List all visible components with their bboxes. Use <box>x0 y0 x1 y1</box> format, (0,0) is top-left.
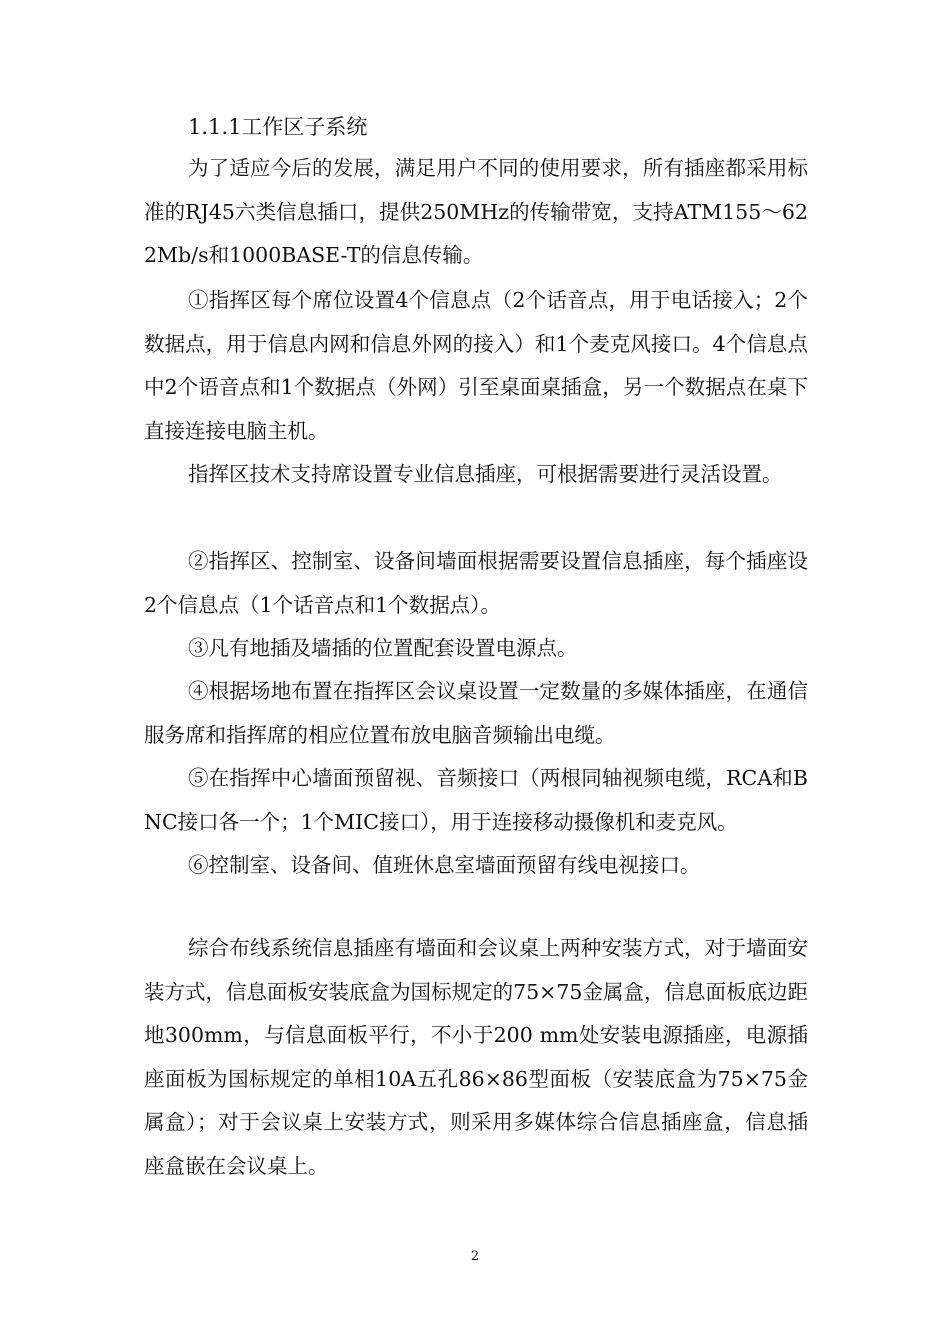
paragraph-item-5: ⑤在指挥中心墙面预留视、音频接口（两根同轴视频电缆，RCA和BNC接口各一个；1个MIC接口），用于连接移动摄像机和麦克风。 <box>144 766 808 834</box>
paragraph-item-3: ③凡有地插及墙插的位置配套设置电源点。 <box>188 636 578 660</box>
paragraph-item-1: ①指挥区每个席位设置4个信息点（2个话音点，用于电话接入；2个数据点，用于信息内网和信息外网的接入）和1个麦克风接口。4个信息点中2个语音点和1个数据点（外网）引至桌面桌插盒，另一个数据点在桌下直接连接电脑主机。 <box>144 288 808 443</box>
paragraph-item-2: ②指挥区、控制室、设备间墙面根据需要设置信息插座，每个插座设2个信息点（1个话音点和1个数据点）。 <box>144 549 808 617</box>
paragraph-installation: 综合布线系统信息插座有墙面和会议桌上两种安装方式，对于墙面安装方式，信息面板安装底盒为国标规定的75×75金属盒，信息面板底边距地300mm，与信息面板平行，不小于200 mm处安装电源插座，电源插座面板为国标规定的单相10A五孔86×86型面板（安装底盒为75×75金属盒）；对于会议桌上安装方式，则采用多媒体综合信息插座盒，信息插座盒嵌在会议桌上。 <box>144 936 808 1178</box>
paragraph-item-4: ④根据场地布置在指挥区会议桌设置一定数量的多媒体插座，在通信服务席和指挥席的相应位置布放电脑音频输出电缆。 <box>144 679 808 747</box>
paragraph-intro: 为了适应今后的发展，满足用户不同的使用要求，所有插座都采用标准的RJ45六类信息插口，提供250MHz的传输带宽，支持ATM155～622Mb/s和1000BASE-T的信息传输。 <box>144 156 808 267</box>
paragraph-tech-support: 指挥区技术支持席设置专业信息插座，可根据需要进行灵活设置。 <box>188 462 783 486</box>
page-number: 2 <box>470 1249 480 1264</box>
paragraph-item-6: ⑥控制室、设备间、值班休息室墙面预留有线电视接口。 <box>188 853 701 877</box>
section-heading: 1.1.1工作区子系统 <box>188 115 368 139</box>
